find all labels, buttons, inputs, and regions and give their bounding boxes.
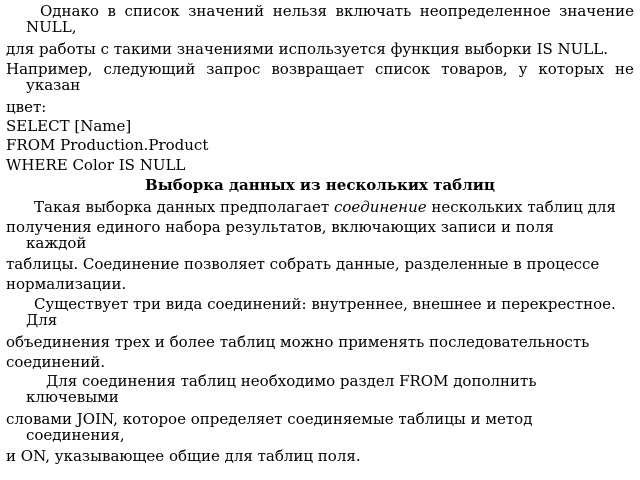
word: возвращает bbox=[271, 62, 365, 77]
word: которых bbox=[538, 62, 605, 77]
paragraph-1-line-4: цвет: bbox=[6, 100, 47, 115]
paragraph-3-line-1-tail: Для bbox=[26, 313, 58, 328]
paragraph-1-line-1-tail: NULL, bbox=[26, 20, 77, 35]
paragraph-2-line-2-tail: каждой bbox=[26, 236, 87, 251]
section-title: Выборка данных из нескольких таблиц bbox=[145, 178, 495, 193]
word: нельзя bbox=[272, 4, 327, 19]
paragraph-3-line-2: объединения трех и более таблиц можно применять последовательность bbox=[6, 335, 590, 350]
word: не bbox=[615, 62, 634, 77]
paragraph-4-line-2-tail: соединения, bbox=[26, 428, 125, 443]
code-line-2: FROM Production.Product bbox=[6, 138, 209, 153]
word: следующий bbox=[103, 62, 196, 77]
paragraph-2-line-1 bbox=[34, 200, 634, 215]
text-run: нескольких таблиц для bbox=[431, 200, 616, 215]
word: у bbox=[518, 62, 528, 77]
word: Например, bbox=[6, 62, 93, 77]
text-run: Такая выборка данных предполагает bbox=[34, 200, 330, 215]
paragraph-2-line-2: получения единого набора результатов, включающих записи и поля bbox=[6, 220, 554, 235]
paragraph-3-line-3: соединений. bbox=[6, 355, 106, 370]
paragraph-4-line-1-tail: ключевыми bbox=[26, 390, 119, 405]
word: значение bbox=[559, 4, 634, 19]
paragraph-4-line-1: Для соединения таблиц необходимо раздел FROM дополнить bbox=[46, 374, 537, 389]
paragraph-1-line-2: для работы с такими значениями используется функция выборки IS NULL. bbox=[6, 42, 608, 57]
code-line-3: WHERE Color IS NULL bbox=[6, 158, 186, 173]
paragraph-2-line-4: нормализации. bbox=[6, 277, 127, 292]
paragraph-1-line-1 bbox=[40, 4, 634, 19]
word: неопределенное bbox=[419, 4, 551, 19]
word: список bbox=[124, 4, 180, 19]
word: список bbox=[374, 62, 431, 77]
emphasized-term: соединение bbox=[333, 200, 427, 215]
paragraph-1-line-3 bbox=[6, 62, 634, 77]
paragraph-1-line-3-tail: указан bbox=[26, 78, 81, 93]
code-line-1: SELECT [Name] bbox=[6, 119, 132, 134]
word: значений bbox=[188, 4, 265, 19]
word: в bbox=[107, 4, 116, 19]
word: включать bbox=[335, 4, 412, 19]
paragraph-4-line-2: словами JOIN, которое определяет соединяемые таблицы и метод bbox=[6, 412, 533, 427]
word: Однако bbox=[40, 4, 99, 19]
word: запрос bbox=[206, 62, 261, 77]
paragraph-4-line-3: и ON, указывающее общие для таблиц поля. bbox=[6, 449, 361, 464]
word: товаров, bbox=[441, 62, 508, 77]
paragraph-3-line-1: Существует три вида соединений: внутреннее, внешнее и перекрестное. bbox=[34, 297, 616, 312]
paragraph-2-line-3: таблицы. Соединение позволяет собрать данные, разделенные в процессе bbox=[6, 257, 600, 272]
